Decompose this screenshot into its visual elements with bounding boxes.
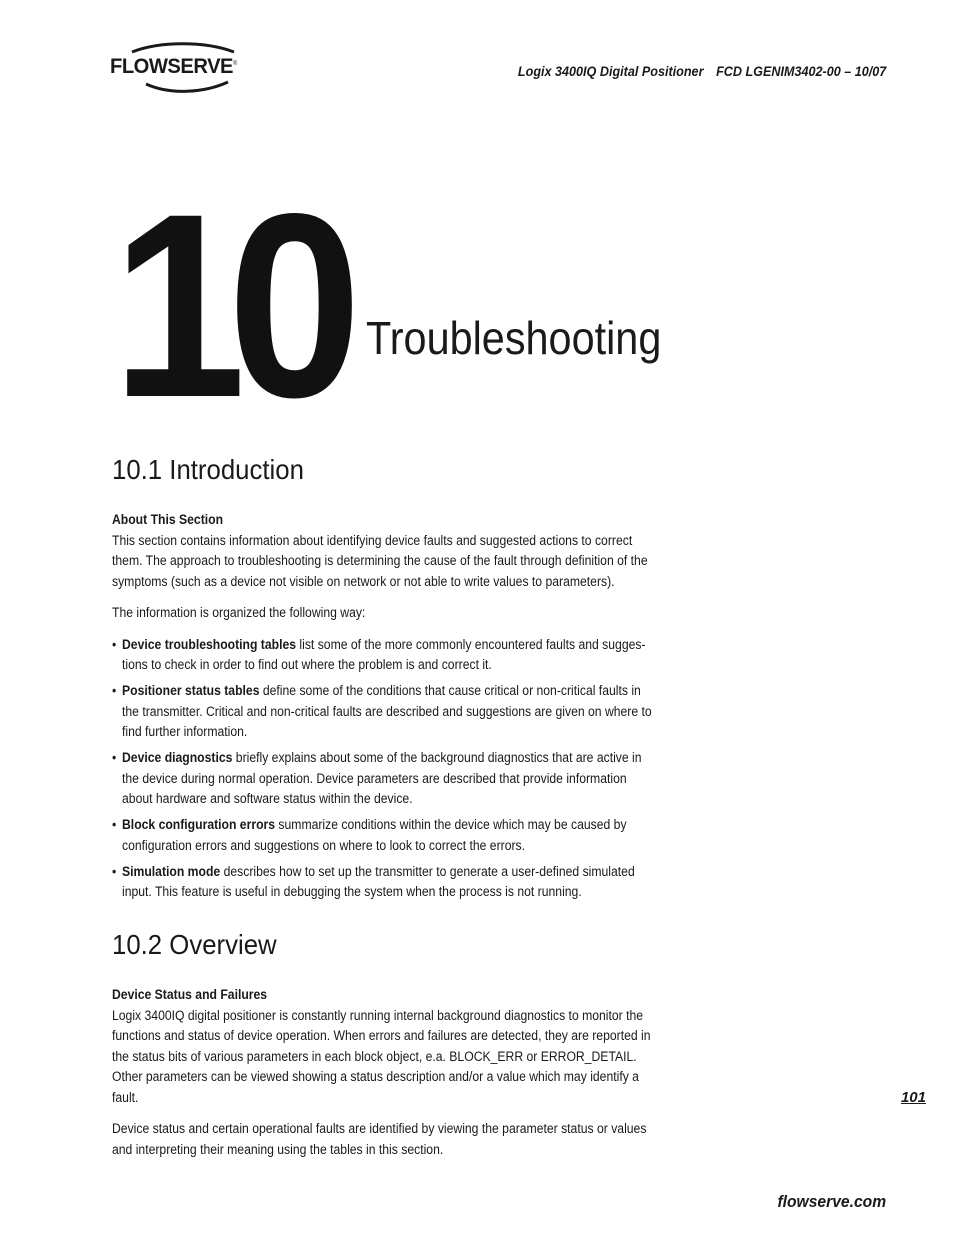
header-product: Logix 3400IQ Digital Positioner [517,63,704,79]
subheading-device-status: Device Status and Failures [112,987,268,1002]
paragraph: Device status and certain operational faults are identified by viewing the parameter status or values and interpreting their meaning using the tables in this section. [112,1121,647,1157]
chapter-title: Troubleshooting [366,312,662,364]
list-item: • Device diagnostics briefly explains about some of the background diagnostics that are active in the device during normal operation. Device parameters are described that provide information about hardware and software status within the device. [112,750,642,806]
subheading-about-this-section: About This Section [112,512,224,527]
list-item: • Block configuration errors summarize conditions within the device which may be caused by configuration errors and suggestions on where to look to correct the errors. [112,817,627,853]
list-item: • Simulation mode describes how to set up the transmitter to generate a user-defined simulated input. This feature is useful in debugging the system when the process is not running. [112,863,635,899]
footer-url: flowserve.com [777,1192,886,1211]
paragraph: Logix 3400IQ digital positioner is constantly running internal background diagnostics to monitor the functions and status of device operation. When errors and failures are detected, they are reported in the status bits of various parameters in each block object, e.a. BLOCK_ERR or ERROR_DETAIL. Other parameters can be viewed showing a status description and/or a value which may identify a fault. [112,1007,651,1105]
section-heading-introduction: 10.1 Introduction [112,454,304,485]
list-item: • Device troubleshooting tables list some of the more commonly encountered faults and sugges-tions to check in order to find out where the problem is and correct it. [112,636,646,672]
page-number: 101 [900,1089,926,1106]
registered-mark: ® [233,61,237,67]
section-heading-overview: 10.2 Overview [112,929,277,960]
list-item: • Positioner status tables define some of the conditions that cause critical or non-critical faults in the transmitter. Critical and non-critical faults are described and suggestions are given on where to find further information. [112,683,652,739]
section-body-introduction [112,510,658,908]
page-header [518,63,886,79]
flowserve-logo [110,42,250,98]
logo-wordmark: FLOWSERVE® [110,55,237,78]
chapter-number: 10 [112,159,344,452]
header-doc-code: FCD LGENIM3402-00 – 10/07 [715,63,886,79]
bullet-list [112,635,658,903]
paragraph: This section contains information about identifying device faults and suggested actions to correct them. The approach to troubleshooting is determining the cause of the fault through definition of the symptoms (such as a device not visible on network or not able to write values to parameters). [112,532,648,589]
section-body-overview [112,985,658,1171]
paragraph: The information is organized the following way: [112,605,366,620]
